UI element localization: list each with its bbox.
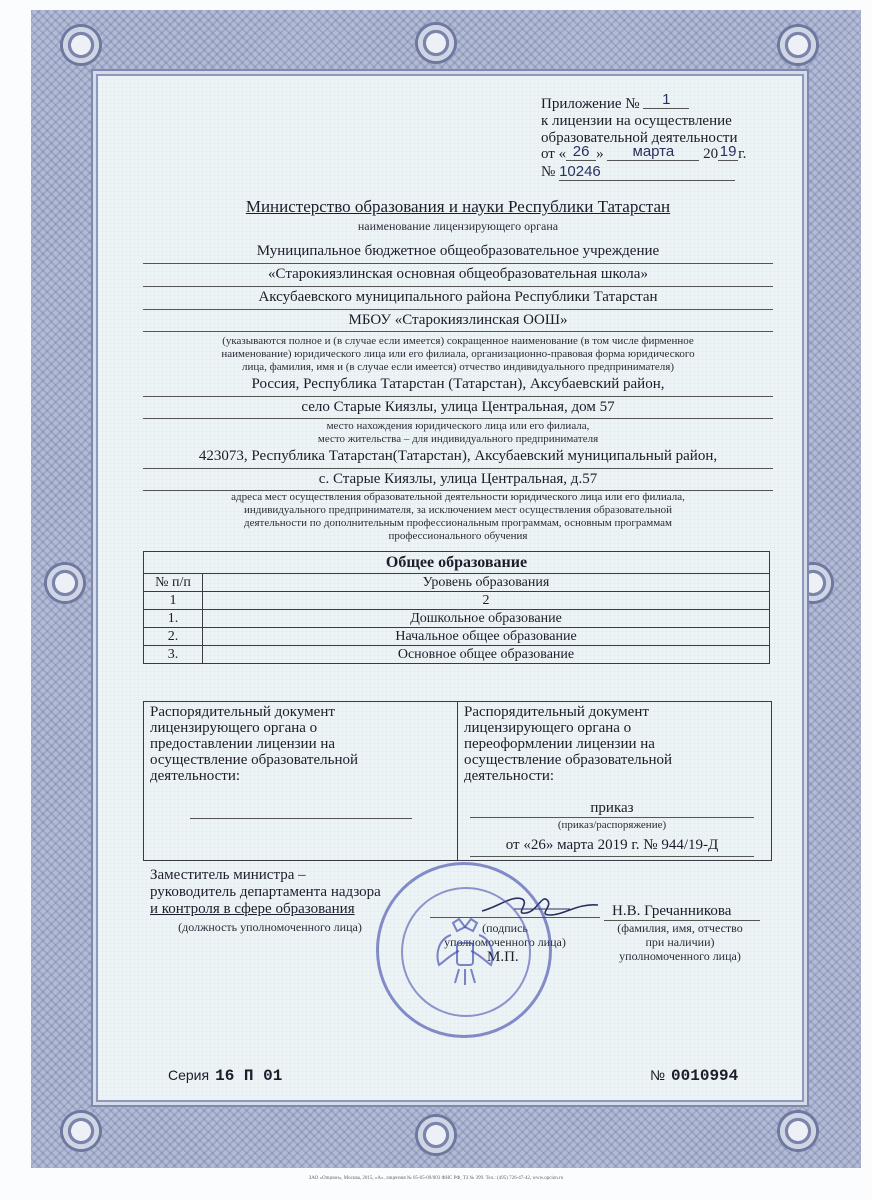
ornament-icon	[413, 20, 459, 66]
activity-address-caption: адреса мест осуществления образовательной деятельности юридического лица или его филиала,	[231, 491, 685, 503]
position-caption: (должность уполномоченного лица)	[178, 920, 362, 934]
activity-address-caption: деятельности по дополнительным профессиональным программам, основным программам	[244, 517, 672, 529]
form-number: № 0010994	[650, 1067, 739, 1085]
ornament-icon	[58, 22, 104, 68]
authority-name: Министерство образования и науки Республики Татарстан	[245, 197, 671, 216]
table-index-cell: 1	[144, 592, 203, 610]
ornament-icon	[413, 1112, 459, 1158]
education-levels-table	[143, 551, 770, 664]
licensee-caption: (указываются полное и (в случае если имеется) сокращенное наименование (в том числе фирменное	[222, 335, 694, 347]
row-level: Дошкольное образование	[203, 610, 770, 628]
table-row	[144, 646, 770, 664]
ornament-icon	[775, 22, 821, 68]
order-doc-type: приказ	[590, 800, 634, 816]
form-series: Серия 16 П 01	[168, 1067, 283, 1085]
date-month: марта	[607, 143, 699, 161]
official-seal-stamp	[376, 862, 552, 1038]
table-title: Общее образование	[144, 552, 770, 574]
table-index-cell: 2	[203, 592, 770, 610]
licensee-line: Муниципальное бюджетное общеобразовательное учреждение	[256, 243, 660, 259]
activity-address-line: с. Старые Киязлы, улица Центральная, д.57	[318, 471, 598, 487]
authority-caption: наименование лицензирующего органа	[357, 219, 559, 233]
licensee-caption: лица, фамилия, имя и (в случае если имеется) отчество индивидуального предпринимателя)	[241, 361, 675, 373]
row-level: Начальное общее образование	[203, 628, 770, 646]
row-number: 3.	[144, 646, 203, 664]
row-number: 1.	[144, 610, 203, 628]
signature-caption: (подпись уполномоченного лица)	[444, 921, 566, 949]
table-header-number: № п/п	[144, 574, 203, 592]
signer-position: Заместитель министра – руководитель департамента надзора и контроля в сфере образования	[150, 867, 381, 917]
licensee-line: Аксубаевского муниципального района Республики Татарстан	[258, 289, 658, 305]
order-grant-block: Распорядительный документ лицензирующего органа о предоставлении лицензии на осуществление образовательной деятельности:	[150, 704, 358, 784]
printer-footer: ЗАО «Опцион», Москва, 2015, «А», лицензия № 05-05-09/003 ФНС РФ, ТЗ № 399. Тел.: (495) 726-47-42, www.opcion.ru	[308, 1176, 564, 1181]
date-day: 26	[566, 143, 596, 161]
appendix-label: Приложение № 1	[541, 95, 689, 113]
table-row	[144, 628, 770, 646]
license-number-value: 10246	[559, 163, 735, 181]
activity-address-line: 423073, Республика Татарстан(Татарстан), Аксубаевский муниципальный район,	[198, 448, 718, 464]
order-reissue-block: Распорядительный документ лицензирующего органа о переоформлении лицензии на осуществление образовательной деятельности:	[464, 704, 672, 784]
location-caption: место нахождения юридического лица или его филиала,	[326, 420, 590, 432]
order-doc-type-caption: (приказ/распоряжение)	[557, 819, 667, 831]
license-number: № 10246	[541, 163, 735, 181]
licensee-short-name: МБОУ «Старокиязлинская ООШ»	[348, 312, 568, 328]
appendix-date: от « 26 » марта 20 19 г.	[541, 143, 747, 162]
date-year: 19	[719, 143, 737, 160]
signer-name: Н.В. Гречанникова	[612, 903, 732, 919]
table-row	[144, 610, 770, 628]
licensee-caption: наименование) юридического лица или его филиала, организационно-правовая форма юридического	[221, 348, 695, 360]
name-caption: (фамилия, имя, отчество при наличии) уполномоченного лица)	[617, 921, 743, 963]
header-line2: к лицензии на осуществление	[541, 113, 732, 129]
row-number: 2.	[144, 628, 203, 646]
ornament-icon	[775, 1108, 821, 1154]
location-caption: место жительства – для индивидуального предпринимателя	[317, 433, 599, 445]
row-level: Основное общее образование	[203, 646, 770, 664]
seal-label: М.П.	[487, 949, 519, 965]
licensee-line: «Старокиязлинская основная общеобразовательная школа»	[268, 266, 648, 282]
activity-address-caption: индивидуального предпринимателя, за исключением мест осуществления образовательной	[243, 504, 673, 516]
ornament-icon	[42, 560, 88, 606]
ornament-icon	[58, 1108, 104, 1154]
activity-address-caption: профессионального обучения	[388, 530, 528, 542]
location-line: Россия, Республика Татарстан (Татарстан), Аксубаевский район,	[251, 376, 665, 392]
location-line: село Старые Киязлы, улица Центральная, дом 57	[301, 399, 615, 415]
header-line3: образовательной деятельности	[541, 130, 738, 146]
appendix-number: 1	[643, 91, 689, 109]
table-header-level: Уровень образования	[203, 574, 770, 592]
double-headed-eagle-icon	[429, 913, 501, 993]
order-doc-reference: от «26» марта 2019 г. № 944/19-Д	[505, 837, 719, 853]
